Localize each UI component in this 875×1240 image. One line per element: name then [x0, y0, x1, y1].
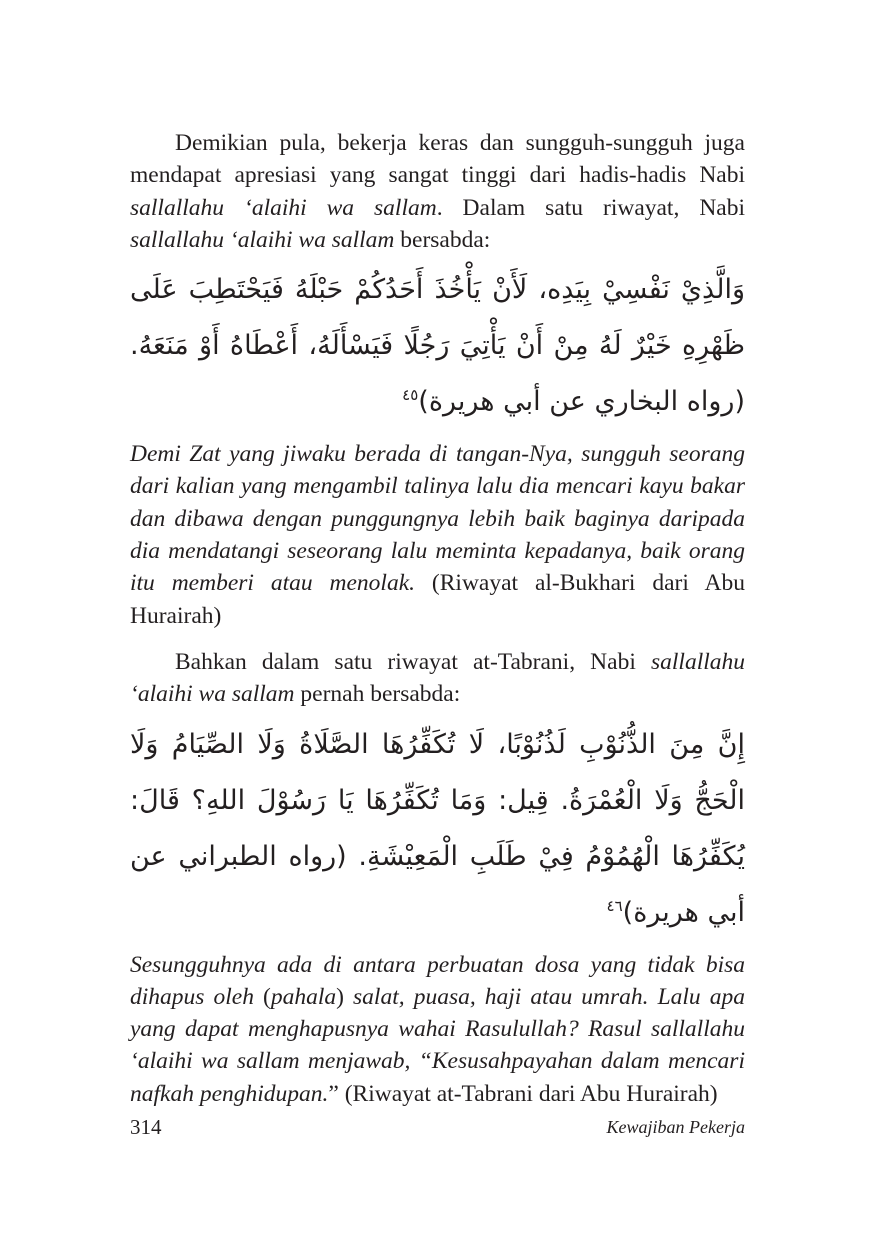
paragraph-intro: [130, 127, 745, 256]
paragraph-text: Demikian pula, bekerja keras dan sungguh-sungguh juga mendapat apresiasi yang sangat tinggi dari hadis-hadis Nabi: [130, 130, 745, 189]
translation-italic: salat, puasa, haji atau umrah. Lalu apa yang dapat menghapusnya wahai Rasulullah? Rasul sallallahu ‘alaihi wa sallam menjawab, “Kesusahpayahan dalam mencari nafkah penghidupan.: [130, 983, 745, 1107]
paren: ): [336, 983, 344, 1010]
honorific-italic: sallallahu ‘alaihi wa sallam: [130, 194, 437, 221]
translation-italic: pahala: [270, 983, 337, 1010]
footnote-marker[interactable]: ٤٥: [402, 386, 419, 405]
hadith-source: ” (Riwayat at-Tabrani dari Abu Hurairah): [328, 1080, 718, 1107]
translation-italic: Sesungguhnya ada di antara perbuatan dosa yang tidak bisa dihapus oleh: [130, 951, 745, 1010]
paragraph-text: . Dalam satu riwayat, Nabi: [436, 194, 745, 221]
paragraph-text: pernah bersabda:: [294, 681, 461, 708]
running-footer-title: Kewajiban Pekerja: [606, 1117, 745, 1137]
page-content: [130, 127, 745, 1110]
page-number: 314: [130, 1115, 162, 1139]
hadith-source: (Riwayat al-Bukhari dari Abu Hurairah): [130, 570, 745, 629]
arabic-hadith-1: [130, 262, 745, 430]
translation-2: [130, 949, 745, 1110]
honorific-italic: sallallahu ‘alaihi wa sallam: [130, 226, 395, 253]
paren: (: [263, 983, 271, 1010]
honorific-italic: sallallahu ‘alaihi wa sallam: [130, 648, 745, 708]
arabic-hadith-text: إِنَّ مِنَ الذُّنُوْبِ لَذُنُوْبًا، لَا تُكَفِّرُهَا الصَّلَاةُ وَلَا الصِّيَامُ وَلَا الْحَجُّ وَلَا الْعُمْرَةُ. قِيل: وَمَا تُكَفِّرُهَا يَا رَسُوْلَ اللهِ؟ قَالَ: يُكَفِّرُهَا الْهُمُوْمُ فِيْ طَلَبِ الْمَعِيْشَةِ. (رواه الطبراني عن أبي هريرة): [130, 728, 745, 928]
arabic-hadith-2: [130, 717, 745, 941]
paragraph-tabrani: [130, 646, 745, 711]
paragraph-text: Bahkan dalam satu riwayat at-Tabrani, Nabi: [175, 648, 651, 675]
footnote-marker[interactable]: ٤٦: [606, 896, 623, 915]
paragraph-text: bersabda:: [394, 226, 491, 253]
arabic-hadith-text: وَالَّذِيْ نَفْسِيْ بِيَدِه، لَأَنْ يَأْخُذَ أَحَدُكُمْ حَبْلَهُ فَيَحْتَطِبَ عَلَى ظَهْرِهِ خَيْرٌ لَهُ مِنْ أَنْ يَأْتِيَ رَجُلًا فَيَسْأَلَهُ، أَعْطَاهُ أَوْ مَنَعَهُ. (رواه البخاري عن أبي هريرة): [130, 274, 745, 418]
translation-italic: Demi Zat yang jiwaku berada di tangan-Nya, sungguh seorang dari kalian yang mengambil talinya lalu dia mencari kayu bakar dan dibawa dengan punggungnya lebih baik baginya daripada dia mendatangi seseorang lalu meminta kepadanya, baik orang itu memberi atau menolak.: [130, 441, 745, 597]
translation-1: [130, 438, 745, 632]
